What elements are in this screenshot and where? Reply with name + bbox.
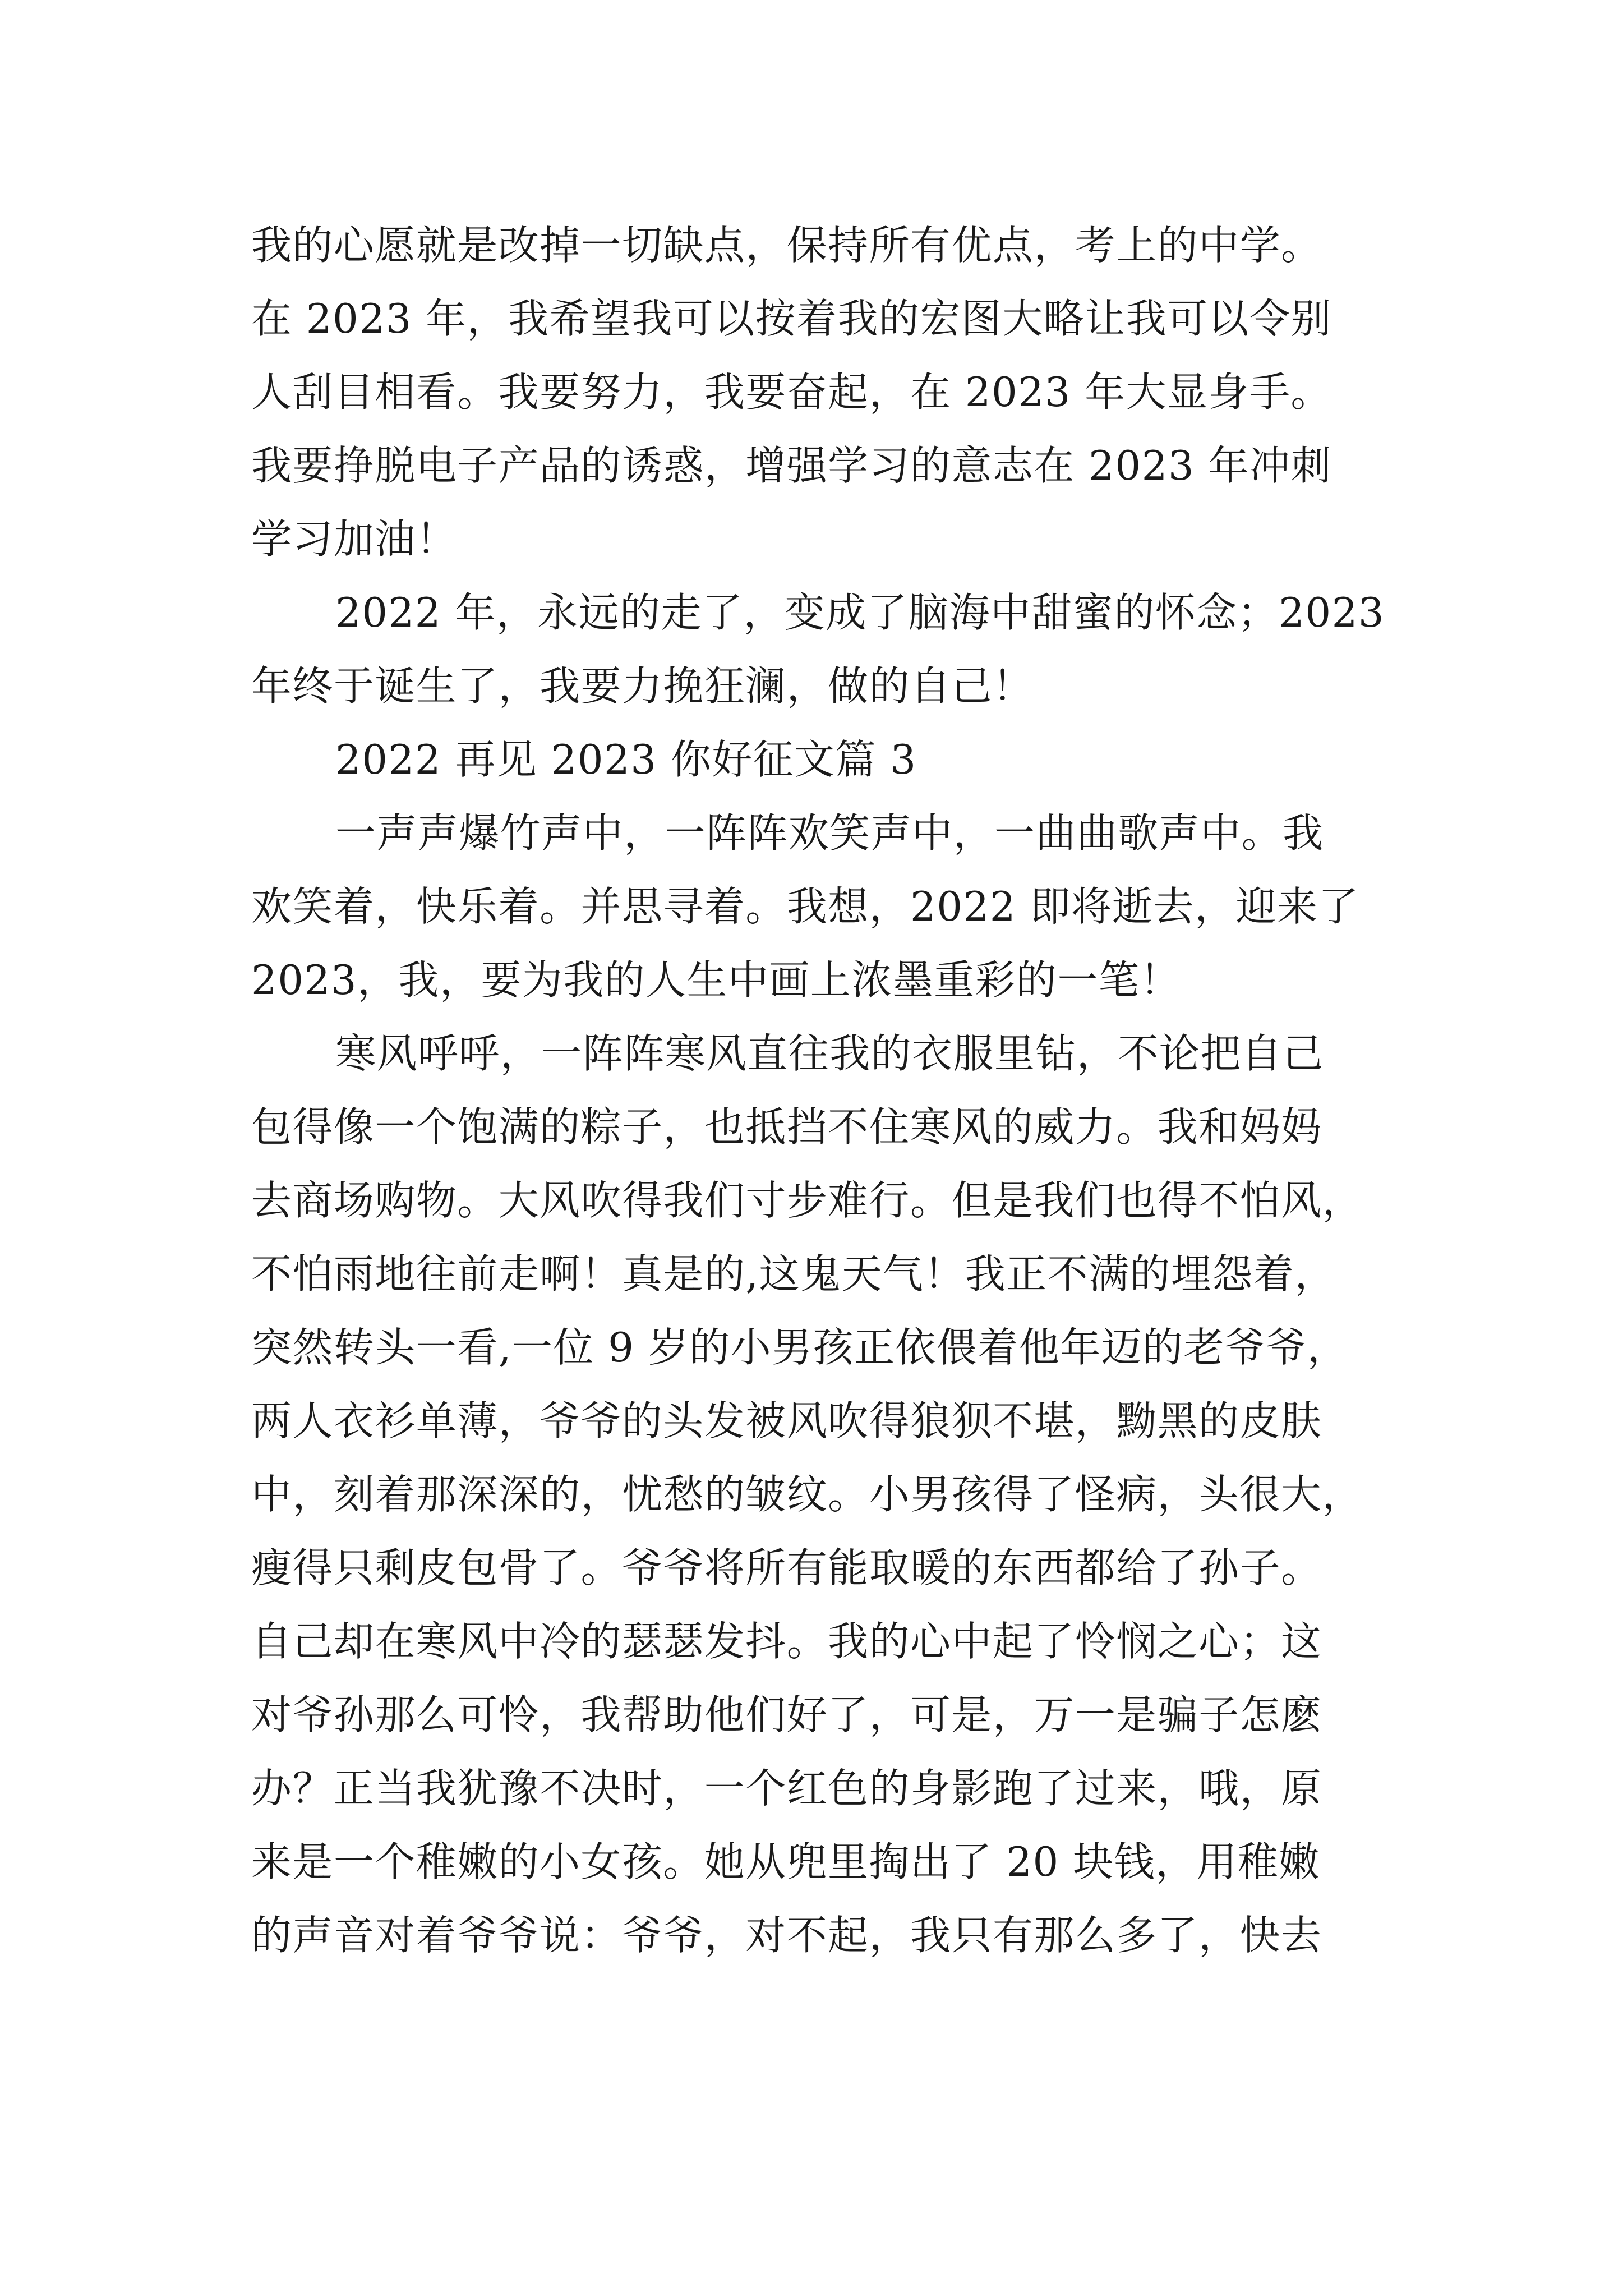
text-line: 两人衣衫单薄，爷爷的头发被风吹得狼狈不堪，黝黑的皮肤 [251,1397,1322,1444]
text-line: 的声音对着爷爷说：爷爷，对不起，我只有那么多了，快去 [251,1912,1322,1959]
text-line: 年终于诞生了，我要力挽狂澜，做的自己！ [251,662,1034,710]
text-line: 人刮目相看。我要努力，我要奋起，在 2023 年大显身手。 [251,369,1332,416]
text-line: 不怕雨地往前走啊！真是的,这鬼天气！我正不满的埋怨着， [251,1250,1336,1297]
text-line: 2022 年，永远的走了，变成了脑海中甜蜜的怀念；2023 [335,589,1385,636]
text-line: 我要挣脱电子产品的诱惑，增强学习的意志在 2023 年冲刺 [251,442,1332,489]
text-line: 2023，我，要为我的人生中画上浓墨重彩的一笔！ [251,956,1181,1004]
text-line: 对爷孙那么可怜，我帮助他们好了，可是，万一是骗子怎麽 [251,1691,1322,1738]
text-line: 来是一个稚嫩的小女孩。她从兜里掏出了 20 块钱，用稚嫩 [251,1838,1320,1885]
text-line: 办？正当我犹豫不决时，一个红色的身影跑了过来，哦，原 [251,1765,1322,1812]
text-line: 学习加油！ [251,516,458,563]
text-line: 寒风呼呼，一阵阵寒风直往我的衣服里钻，不论把自己 [335,1030,1324,1077]
text-line: 包得像一个饱满的粽子，也抵挡不住寒风的威力。我和妈妈 [251,1103,1322,1151]
body-text [251,209,1401,1972]
text-line: 去商场购物。大风吹得我们寸步难行。但是我们也得不怕风， [251,1177,1363,1224]
section-heading: 2022 再见 2023 你好征文篇 3 [335,736,917,783]
text-line: 一声声爆竹声中，一阵阵欢笑声中，一曲曲歌声中。我 [335,809,1324,857]
text-line: 中，刻着那深深的，忧愁的皱纹。小男孩得了怪病，头很大， [251,1471,1363,1518]
text-line: 自己却在寒风中冷的瑟瑟发抖。我的心中起了怜悯之心；这 [251,1618,1322,1665]
text-line: 我的心愿就是改掉一切缺点，保持所有优点，考上的中学。 [251,222,1322,269]
text-line: 突然转头一看,一位 9 岁的小男孩正依偎着他年迈的老爷爷， [251,1324,1349,1371]
text-line: 瘦得只剩皮包骨了。爷爷将所有能取暖的东西都给了孙子。 [251,1544,1322,1591]
text-line: 欢笑着，快乐着。并思寻着。我想，2022 即将逝去，迎来了 [251,883,1359,930]
text-line: 在 2023 年，我希望我可以按着我的宏图大略让我可以令别 [251,295,1332,342]
